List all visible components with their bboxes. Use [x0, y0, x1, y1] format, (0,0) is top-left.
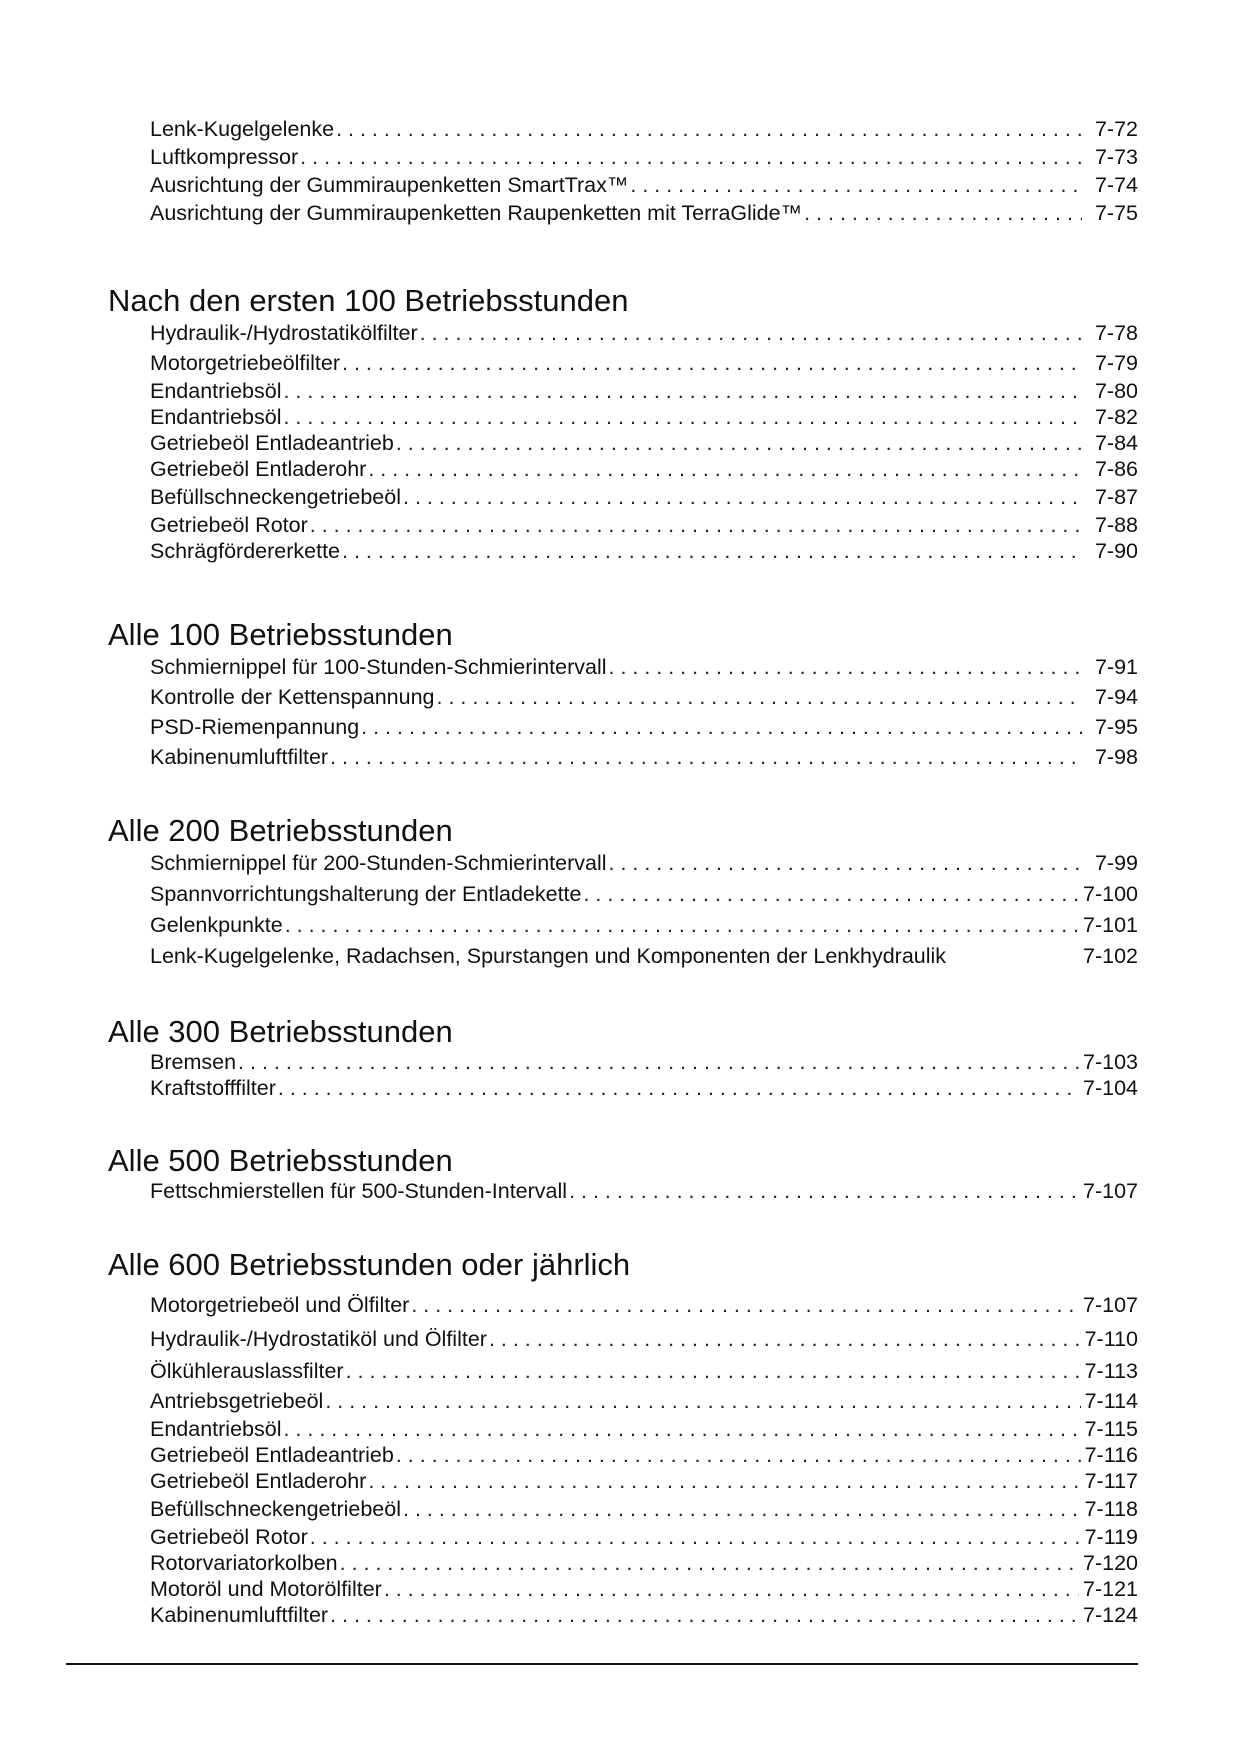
toc-dot-leader [368, 1468, 1080, 1494]
toc-entry[interactable] [150, 682, 1138, 712]
toc-entry-page: 7-102 [1083, 944, 1138, 968]
toc-entry-title: Ausrichtung der Gummiraupenketten Raupenketten mit TerraGlide™ [150, 201, 803, 225]
toc-entry[interactable] [150, 1550, 1138, 1576]
toc-dot-leader [489, 1322, 1081, 1356]
toc-entry[interactable] [150, 848, 1138, 879]
toc-entry-title: Getriebeöl Rotor [150, 513, 308, 537]
toc-entry-title: Ausrichtung der Gummiraupenketten SmartTrax™ [150, 173, 629, 197]
toc-entry-title: Getriebeöl Rotor [150, 1525, 308, 1549]
toc-entry[interactable] [150, 538, 1138, 564]
section-heading: Alle 200 Betriebsstunden [108, 813, 453, 848]
toc-dot-leader [300, 143, 1082, 171]
toc-entry-title: Endantriebsöl [150, 379, 282, 403]
toc-entry[interactable] [150, 143, 1138, 171]
toc-entry-page: 7-99 [1094, 851, 1138, 875]
toc-dot-leader [368, 456, 1082, 482]
toc-entry-page: 7-107 [1083, 1293, 1138, 1317]
toc-entry-page: 7-80 [1094, 379, 1138, 403]
toc-entry[interactable] [150, 1576, 1138, 1602]
toc-dot-leader [336, 115, 1082, 143]
toc-entry-page: 7-115 [1084, 1417, 1138, 1441]
toc-entry[interactable] [150, 199, 1138, 227]
toc-dot-leader [384, 1576, 1079, 1602]
toc-entry-title: Luftkompressor [150, 145, 299, 169]
toc-entry[interactable] [150, 712, 1138, 742]
toc-entry[interactable] [150, 348, 1138, 378]
toc-entry-page: 7-72 [1094, 117, 1138, 141]
toc-entry-page: 7-88 [1094, 513, 1138, 537]
toc-entry[interactable] [150, 1049, 1138, 1075]
toc-entry[interactable] [150, 1178, 1138, 1204]
toc-entry-title: Motoröl und Motorölfilter [150, 1577, 382, 1601]
toc-entry[interactable] [150, 318, 1138, 348]
toc-entry-page: 7-118 [1084, 1497, 1138, 1521]
section-heading: Alle 600 Betriebsstunden oder jährlich [108, 1247, 631, 1282]
toc-section-first-100-hours [108, 284, 1138, 564]
toc-entry-page: 7-79 [1094, 351, 1138, 375]
toc-entry-page: 7-100 [1083, 882, 1138, 906]
toc-entry-title: Spannvorrichtungshalterung der Entladekette [150, 882, 582, 906]
footer-rule [66, 1663, 1138, 1665]
toc-section-every-600-hours [108, 1248, 1138, 1628]
toc-entry-title: Hydraulik-/Hydrostatikölfilter [150, 321, 418, 345]
toc-entry-title: Schrägfördererkette [150, 539, 341, 563]
toc-dot-leader [403, 482, 1082, 512]
toc-dot-leader [342, 538, 1082, 564]
toc-entry-title: Kabinenumluftfilter [150, 745, 329, 769]
toc-entry[interactable] [150, 1602, 1138, 1628]
toc-entry[interactable] [150, 1524, 1138, 1550]
toc-entry[interactable] [150, 879, 1138, 910]
toc-dot-leader [342, 348, 1082, 378]
toc-entry-page: 7-114 [1084, 1389, 1138, 1413]
toc-section-continued [108, 115, 1138, 227]
toc-dot-leader [340, 1550, 1079, 1576]
toc-dot-leader [346, 1356, 1081, 1386]
toc-entry-title: Schmiernippel für 100-Stunden-Schmierintervall [150, 655, 607, 679]
toc-dot-leader [609, 652, 1083, 682]
toc-entry-page: 7-98 [1094, 745, 1138, 769]
toc-entry-title: Getriebeöl Entladerohr [150, 1469, 367, 1493]
toc-dot-leader [396, 1442, 1081, 1468]
toc-entry[interactable] [150, 115, 1138, 143]
section-heading: Alle 100 Betriebsstunden [108, 617, 453, 652]
toc-entry-page: 7-104 [1083, 1076, 1138, 1100]
toc-entry-title: Antriebsgetriebeöl [150, 1389, 324, 1413]
toc-entry-page: 7-95 [1094, 715, 1138, 739]
toc-entry-page: 7-121 [1083, 1577, 1138, 1601]
toc-entry-page: 7-110 [1084, 1327, 1138, 1351]
toc-entry-page: 7-74 [1094, 173, 1138, 197]
toc-entry-title: Motorgetriebeölfilter [150, 351, 341, 375]
toc-entry[interactable] [150, 1468, 1138, 1494]
section-heading: Alle 500 Betriebsstunden [108, 1143, 453, 1178]
toc-entry-page: 7-86 [1094, 457, 1138, 481]
toc-entry[interactable] [150, 482, 1138, 512]
toc-dot-leader [583, 879, 1079, 910]
toc-entry-title: Getriebeöl Entladeantrieb [150, 431, 394, 455]
toc-entry-page: 7-90 [1094, 539, 1138, 563]
toc-section-every-200-hours [108, 814, 1138, 972]
toc-entry[interactable] [150, 652, 1138, 682]
toc-entry[interactable] [150, 1288, 1138, 1322]
toc-entry-title: Getriebeöl Entladerohr [150, 457, 367, 481]
toc-dot-leader [325, 1386, 1080, 1416]
toc-entry-page: 7-91 [1094, 655, 1138, 679]
toc-entry-title: Lenk-Kugelgelenke [150, 117, 335, 141]
toc-dot-leader [285, 910, 1079, 941]
toc-entry-title: Befüllschneckengetriebeöl [150, 1497, 401, 1521]
toc-entry-title: Fettschmierstellen für 500-Stunden-Intervall [150, 1179, 568, 1203]
toc-entry-page: 7-73 [1094, 145, 1138, 169]
toc-dot-leader [420, 318, 1082, 348]
toc-entry[interactable] [150, 1494, 1138, 1524]
toc-dot-leader [330, 1602, 1079, 1628]
toc-entry-title: Hydraulik-/Hydrostatiköl und Ölfilter [150, 1327, 487, 1351]
toc-dot-leader [437, 682, 1083, 712]
toc-dot-leader [283, 378, 1082, 404]
toc-dot-leader [278, 1075, 1079, 1101]
toc-entry[interactable] [150, 1075, 1138, 1101]
toc-entry[interactable] [150, 456, 1138, 482]
toc-entry-page: 7-107 [1083, 1179, 1138, 1203]
section-heading: Nach den ersten 100 Betriebsstunden [108, 283, 629, 318]
toc-entry-page: 7-87 [1094, 485, 1138, 509]
toc-entry-title: Kraftstofffilter [150, 1076, 276, 1100]
toc-dot-leader [630, 171, 1082, 199]
toc-entry-page: 7-117 [1084, 1469, 1138, 1493]
toc-entry-title: Bremsen [150, 1050, 237, 1074]
toc-entry-title: Schmiernippel für 200-Stunden-Schmierintervall [150, 851, 607, 875]
toc-section-every-500-hours [108, 1144, 1138, 1204]
toc-dot-leader [569, 1178, 1079, 1204]
toc-entry-title: PSD-Riemenpannung [150, 715, 360, 739]
toc-entry-title: Rotorvariatorkolben [150, 1551, 338, 1575]
toc-dot-leader [310, 512, 1082, 538]
toc-entry[interactable] [150, 1356, 1138, 1386]
toc-dot-leader [396, 430, 1082, 456]
toc-entry[interactable] [150, 512, 1138, 538]
toc-entry-title: Getriebeöl Entladeantrieb [150, 1443, 394, 1467]
toc-entry-title: Endantriebsöl [150, 405, 282, 429]
toc-entry-title: Lenk-Kugelgelenke, Radachsen, Spurstangen und Komponenten der Lenkhydraulik [150, 944, 947, 968]
toc-entry-title: Gelenkpunkte [150, 913, 283, 937]
toc-dot-leader [411, 1288, 1079, 1322]
toc-dot-leader [283, 404, 1082, 430]
toc-dot-leader [330, 742, 1082, 772]
toc-entry[interactable] [150, 404, 1138, 430]
toc-entry[interactable] [150, 171, 1138, 199]
toc-entry-title: Kabinenumluftfilter [150, 1603, 329, 1627]
toc-entry-title: Befüllschneckengetriebeöl [150, 485, 401, 509]
section-heading: Alle 300 Betriebsstunden [108, 1014, 453, 1049]
toc-entry-page: 7-103 [1083, 1050, 1138, 1074]
toc-entry-page: 7-120 [1083, 1551, 1138, 1575]
toc-entry[interactable] [150, 910, 1138, 941]
toc-dot-leader [609, 848, 1083, 879]
toc-entry-title: Ölkühlerauslassfilter [150, 1359, 344, 1383]
toc-entry-title: Kontrolle der Kettenspannung [150, 685, 435, 709]
toc-entry[interactable] [150, 1386, 1138, 1416]
toc-entry-page: 7-101 [1083, 913, 1138, 937]
toc-entry[interactable] [150, 742, 1138, 772]
toc-dot-leader [403, 1494, 1081, 1524]
toc-entry[interactable] [150, 430, 1138, 456]
toc-entry-page: 7-82 [1094, 405, 1138, 429]
toc-section-every-300-hours [108, 1015, 1138, 1101]
toc-entry-page: 7-84 [1094, 431, 1138, 455]
toc-entry-page: 7-113 [1084, 1359, 1138, 1383]
toc-entry-page: 7-124 [1083, 1603, 1138, 1627]
toc-dot-leader [804, 199, 1082, 227]
toc-entry-page: 7-116 [1084, 1443, 1138, 1467]
toc-entry[interactable] [150, 1322, 1138, 1356]
toc-entry-page: 7-94 [1094, 685, 1138, 709]
toc-section-every-100-hours [108, 618, 1138, 772]
toc-dot-leader [283, 1416, 1080, 1442]
toc-dot-leader [238, 1049, 1079, 1075]
toc-dot-leader [361, 712, 1082, 742]
toc-entry[interactable] [150, 1442, 1138, 1468]
toc-dot-leader [310, 1524, 1081, 1550]
toc-entry[interactable] [150, 1416, 1138, 1442]
toc-entry-title: Motorgetriebeöl und Ölfilter [150, 1293, 410, 1317]
toc-entry-title: Endantriebsöl [150, 1417, 282, 1441]
toc-entry-page: 7-78 [1094, 321, 1138, 345]
toc-entry[interactable] [150, 378, 1138, 404]
toc-entry-page: 7-75 [1094, 201, 1138, 225]
toc-entry-page: 7-119 [1084, 1525, 1138, 1549]
toc-entry[interactable] [150, 941, 1138, 972]
